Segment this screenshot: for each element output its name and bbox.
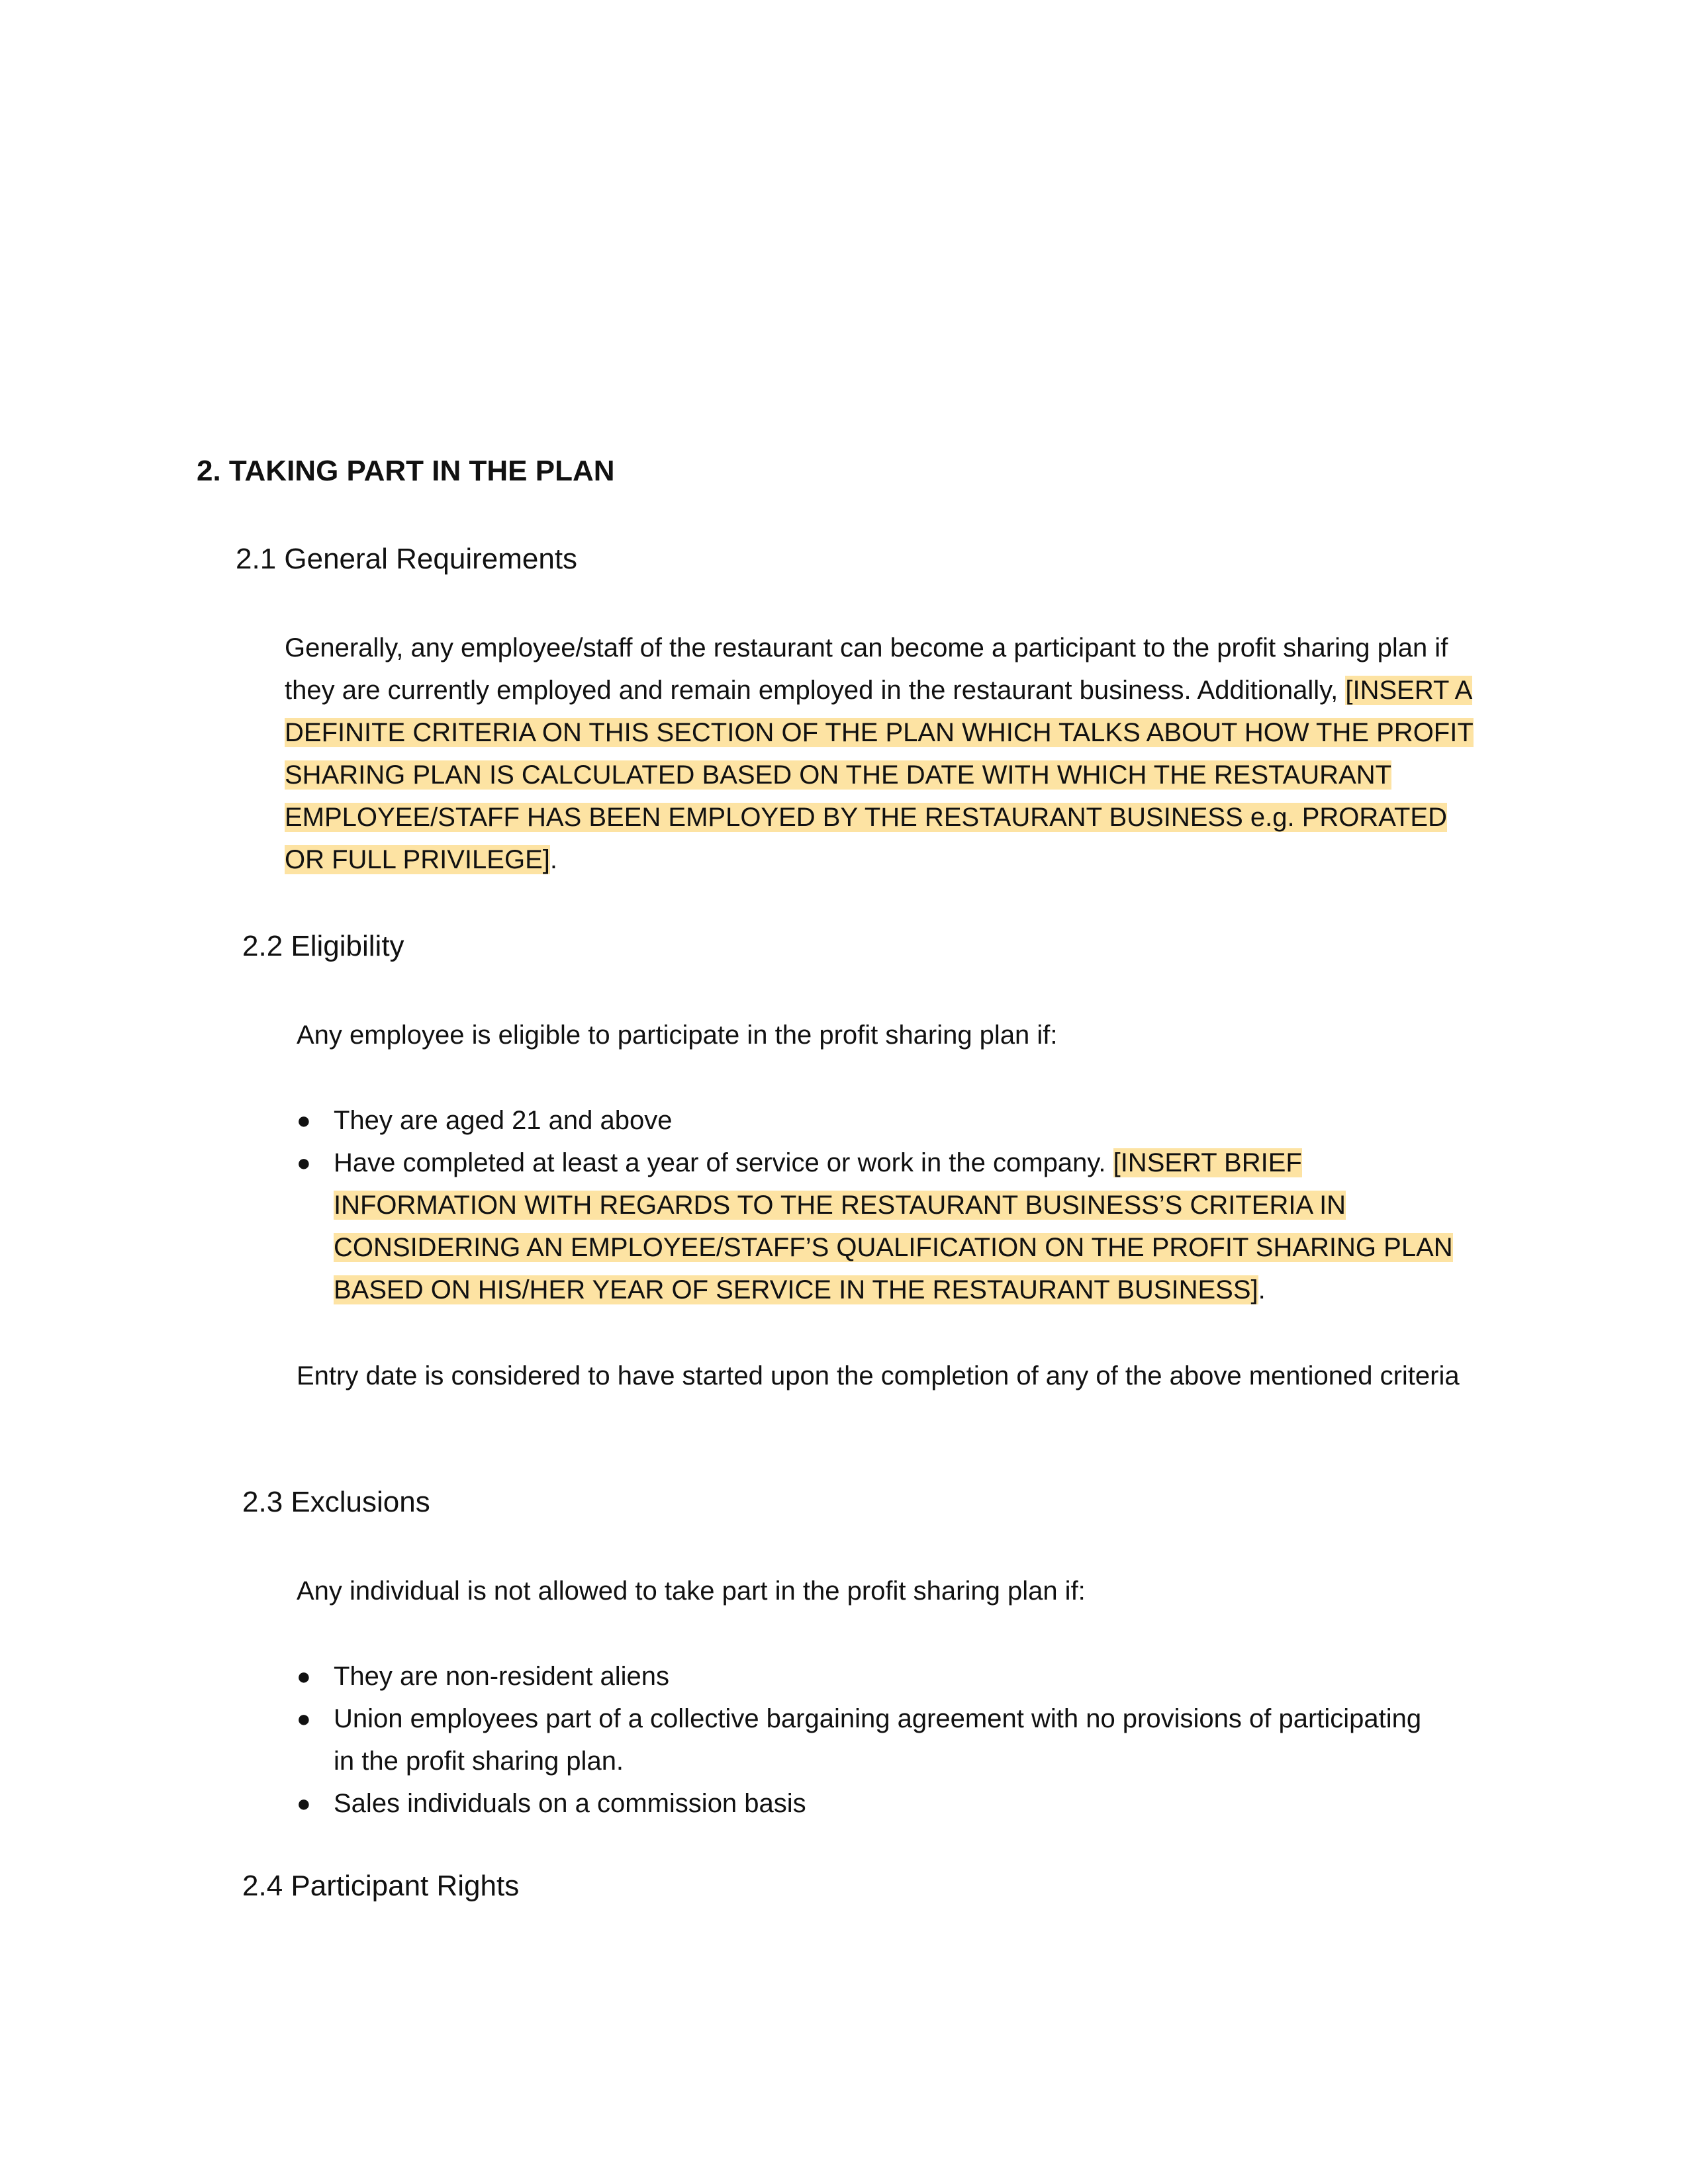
list-item [297, 1698, 1435, 1782]
list-item [297, 1655, 1435, 1698]
bullet-icon: ● [297, 1149, 311, 1176]
list-item [297, 1099, 1475, 1142]
exclusions-list [297, 1655, 1435, 1825]
list-item-text: They are aged 21 and above [334, 1106, 673, 1135]
bullet-icon: ● [297, 1107, 311, 1134]
list-item [297, 1782, 1435, 1825]
general-requirements-paragraph [285, 627, 1476, 881]
bullet-icon: ● [297, 1705, 311, 1732]
exclusions-heading: 2.3 Exclusions [242, 1486, 430, 1518]
exclusions-intro: Any individual is not allowed to take part in the profit sharing plan if: [297, 1576, 1086, 1606]
list-item-end: . [1258, 1275, 1266, 1304]
general-requirements-heading: 2.1 General Requirements [236, 543, 578, 575]
general-requirements-text: Generally, any employee/staff of the restaurant can become a participant to the profit sharing plan if they are currently employed and remain employed in the restaurant business. Additionally, [285, 633, 1448, 705]
placeholder-highlight: [INSERT A DEFINITE CRITERIA ON THIS SECTION OF THE PLAN WHICH TALKS ABOUT HOW THE PROFIT SHARING PLAN IS CALCULATED BASED ON THE DATE WITH WHICH THE RESTAURANT EMPLOYEE/STAFF HAS BEEN EMPLOYED BY THE RESTAURANT BUSINESS e.g. PRORATED OR FULL PRIVILEGE] [285, 676, 1474, 874]
list-item-text: Have completed at least a year of service or work in the company. [334, 1148, 1113, 1177]
bullet-icon: ● [297, 1790, 311, 1817]
bullet-icon: ● [297, 1662, 311, 1690]
eligibility-intro: Any employee is eligible to participate in the profit sharing plan if: [297, 1021, 1058, 1050]
placeholder-highlight: [INSERT BRIEF INFORMATION WITH REGARDS TO THE RESTAURANT BUSINESS’S CRITERIA IN CONSIDERING AN EMPLOYEE/STAFF’S QUALIFICATION ON THE PROFIT SHARING PLAN BASED ON HIS/HER YEAR OF SERVICE IN THE RESTAURANT BUSINESS] [334, 1148, 1453, 1304]
entry-date-paragraph: Entry date is considered to have started upon the completion of any of the above mentioned criteria [297, 1361, 1460, 1390]
list-item-text: Sales individuals on a commission basis [334, 1789, 806, 1818]
participant-rights-heading: 2.4 Participant Rights [242, 1870, 520, 1902]
list-item-text: They are non-resident aliens [334, 1662, 669, 1691]
section-title: 2. TAKING PART IN THE PLAN [197, 455, 615, 487]
general-requirements-end: . [549, 845, 557, 874]
list-item-text: Union employees part of a collective bargaining agreement with no provisions of participating in the profit sharing plan. [334, 1704, 1422, 1776]
eligibility-heading: 2.2 Eligibility [242, 930, 404, 962]
list-item [297, 1142, 1475, 1311]
eligibility-list [297, 1099, 1475, 1311]
